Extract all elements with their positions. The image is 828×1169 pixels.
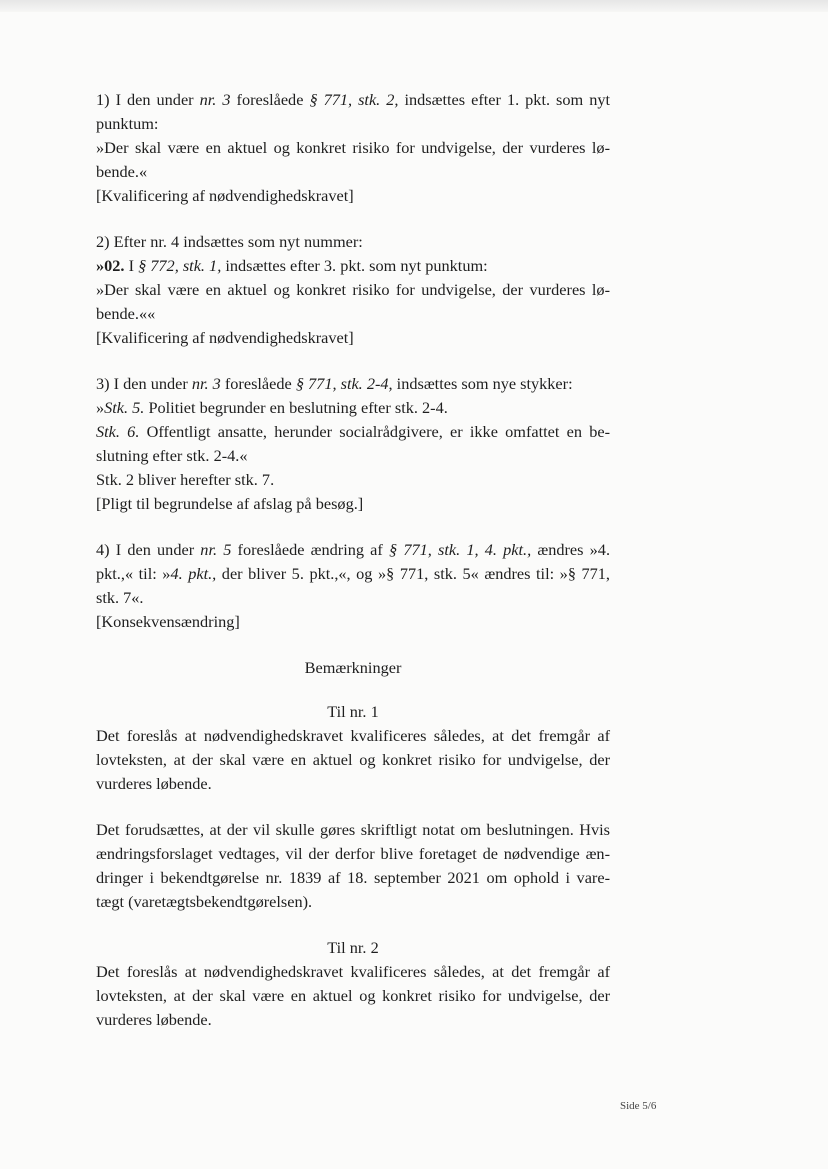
amendment-line: [96, 396, 610, 420]
italic-reference: Stk. 6.: [96, 422, 140, 441]
amendment-line: [96, 444, 610, 468]
text-run: bende.««: [96, 304, 156, 323]
amendment-3: [96, 372, 610, 516]
amendment-line: [96, 420, 610, 444]
text-run: Stk. 2 bliver herefter stk. 7.: [96, 470, 275, 489]
text-run: der bliver 5. pkt.,«, og »§ 771, stk. 5« ændres til: »§ 771,: [216, 564, 611, 583]
remark-line: Det foreslås at nødvendighedskravet kvalificeres således, at det fremgår af: [96, 962, 610, 981]
remark-line: dringer i bekendtgørelse nr. 1839 af 18. september 2021 om ophold i vare-: [96, 868, 610, 887]
text-run: indsættes som nye stykker:: [392, 374, 573, 393]
amendment-line: [96, 492, 610, 516]
amendment-line: [96, 372, 610, 396]
text-run: 4) I den under: [96, 540, 201, 559]
italic-reference: § 771, stk. 2,: [309, 90, 399, 109]
amendment-list: [96, 88, 610, 634]
italic-reference: nr. 3: [199, 90, 231, 109]
remarks-list: [96, 700, 610, 1032]
text-run: 3) I den under: [96, 374, 192, 393]
text-run: [Pligt til begrundelse af afslag på besøg.]: [96, 494, 364, 513]
text-run: indsættes efter 3. pkt. som nyt punktum:: [221, 256, 488, 275]
text-run: foreslåede: [220, 374, 296, 393]
document-page: [96, 88, 610, 1054]
italic-reference: nr. 3: [191, 374, 221, 393]
text-run: [Kvalificering af nødvendighedskravet]: [96, 186, 354, 205]
remark-line: Det forudsættes, at der vil skulle gøres skriftligt notat om beslutningen. Hvis: [96, 820, 610, 839]
remarks-heading: Bemærkninger: [304, 658, 402, 677]
remark-paragraph: [96, 960, 610, 1032]
text-run: Politiet begrunder en beslutning efter stk. 2-4.: [144, 398, 448, 417]
amendment-2: [96, 230, 610, 350]
text-run: »: [96, 398, 105, 417]
amendment-line: [96, 562, 610, 586]
remark-section-2: [96, 936, 610, 1032]
text-run: indsættes efter 1. pkt. som nyt: [398, 90, 611, 109]
remark-line: lovteksten, at der skal være en aktuel og konkret risiko for undvigelse, der: [96, 750, 610, 769]
text-run: pkt.,« til: »: [96, 564, 171, 583]
text-run: Offentligt ansatte, herunder socialrådgivere, er ikke omfattet en be-: [139, 422, 610, 441]
amendment-line: [96, 468, 610, 492]
text-run: ændres »4.: [531, 540, 611, 559]
amendment-4: [96, 538, 610, 634]
amendment-line: [96, 88, 610, 112]
text-run: »Der skal være en aktuel og konkret risiko for undvigelse, der vurderes lø-: [96, 138, 610, 157]
text-run: 1) I den under: [96, 90, 200, 109]
amendment-line: [96, 136, 610, 160]
text-run: slutning efter stk. 2-4.«: [96, 446, 248, 465]
scan-top-edge: [0, 0, 828, 12]
amendment-line: [96, 184, 610, 208]
italic-reference: § 772, stk. 1,: [138, 256, 222, 275]
text-run: bende.«: [96, 162, 148, 181]
page-number: Side 5/6: [620, 1100, 657, 1112]
remark-paragraph: [96, 724, 610, 796]
remark-line: lovteksten, at der skal være en aktuel og konkret risiko for undvigelse, der: [96, 986, 610, 1005]
remark-title: Til nr. 1: [327, 702, 379, 721]
bold-number: »02.: [96, 256, 125, 275]
amendment-line: [96, 538, 610, 562]
amendment-line: [96, 230, 610, 254]
remark-line: tægt (varetægtsbekendtgørelsen).: [96, 892, 313, 911]
remark-section-1: [96, 700, 610, 914]
remark-line: ændringsforslaget vedtages, vil der derfor blive foretaget de nødvendige æn-: [96, 844, 610, 863]
text-run: I: [124, 256, 139, 275]
remark-title: Til nr. 2: [327, 938, 379, 957]
italic-reference: nr. 5: [200, 540, 232, 559]
remark-line: vurderes løbende.: [96, 774, 212, 793]
italic-reference: 4. pkt.,: [170, 564, 217, 583]
amendment-line: [96, 278, 610, 302]
text-run: punktum:: [96, 114, 159, 133]
remark-line: Det foreslås at nødvendighedskravet kvalificeres således, at det fremgår af: [96, 726, 610, 745]
remark-line: vurderes løbende.: [96, 1010, 212, 1029]
italic-reference: § 771, stk. 1, 4. pkt.,: [389, 540, 532, 559]
amendment-line: [96, 610, 610, 634]
amendment-line: [96, 326, 610, 350]
text-run: 2) Efter nr. 4 indsættes som nyt nummer:: [96, 232, 363, 251]
remark-paragraph: [96, 818, 610, 914]
text-run: [Konsekvensændring]: [96, 612, 240, 631]
text-run: foreslåede: [230, 90, 310, 109]
amendment-line: [96, 254, 610, 278]
text-run: »Der skal være en aktuel og konkret risiko for undvigelse, der vurderes lø-: [96, 280, 610, 299]
text-run: foreslåede ændring af: [231, 540, 390, 559]
amendment-1: [96, 88, 610, 208]
amendment-line: [96, 302, 610, 326]
italic-reference: § 771, stk. 2-4,: [295, 374, 393, 393]
text-run: stk. 7«.: [96, 588, 144, 607]
italic-reference: Stk. 5.: [104, 398, 145, 417]
amendment-line: [96, 112, 610, 136]
amendment-line: [96, 160, 610, 184]
text-run: [Kvalificering af nødvendighedskravet]: [96, 328, 354, 347]
amendment-line: [96, 586, 610, 610]
